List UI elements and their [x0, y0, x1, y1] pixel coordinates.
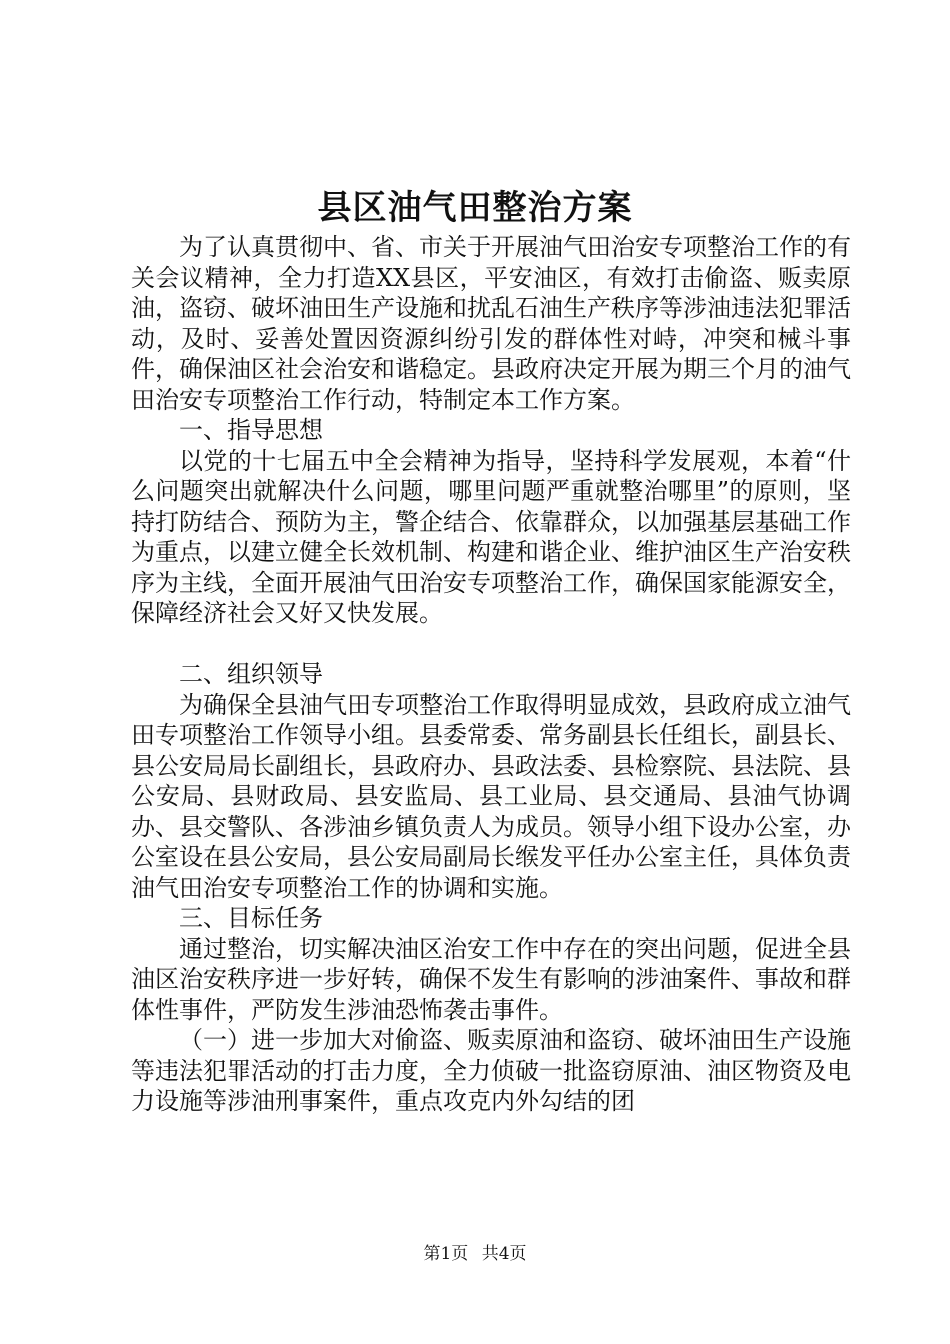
page-footer [0, 1243, 950, 1265]
objectives-paragraph: 通过整治，切实解决油区治安工作中存在的突出问题，促进全县油区治安秩序进一步好转，确保不发生有影响的涉油案件、事故和群体性事件，严防发生涉油恐怖袭击事件。 [131, 934, 851, 1024]
section-heading-guiding-ideology: 一、指导思想 [179, 416, 323, 444]
document-title: 县区油气田整治方案 [317, 188, 633, 228]
objectives-item-1-paragraph: （一）进一步加大对偷盗、贩卖原油和盗窃、破坏油田生产设施等违法犯罪活动的打击力度，全力侦破一批盗窃原油、油区物资及电力设施等涉油刑事案件，重点攻克内外勾结的团 [131, 1026, 851, 1115]
page-total: 共4页 [481, 1244, 527, 1264]
section-heading-organization: 二、组织领导 [179, 660, 323, 688]
guiding-ideology-paragraph: 以党的十七届五中全会精神为指导，坚持科学发展观，本着“什么问题突出就解决什么问题，哪里问题严重就整治哪里”的原则，坚持打防结合、预防为主，警企结合、依靠群众，以加强基层基础工作为重点，以建立健全长效机制、构建和谐企业、维护油区生产治安秩序为主线，全面开展油气田治安专项整治工作，确保国家能源安全，保障经济社会又好又快发展。 [131, 446, 851, 627]
organization-paragraph: 为确保全县油气田专项整治工作取得明显成效，县政府成立油气田专项整治工作领导小组。县委常委、常务副县长任组长，副县长、县公安局局长副组长，县政府办、县政法委、县检察院、县法院、县公安局、县财政局、县安监局、县工业局、县交通局、县油气协调办、县交警队、各涉油乡镇负责人为成员。领导小组下设办公室，办公室设在县公安局，县公安局副局长缑发平任办公室主任，具体负责油气田治安专项整治工作的协调和实施。 [131, 690, 851, 902]
document-body [131, 232, 851, 1117]
intro-paragraph: 为了认真贯彻中、省、市关于开展油气田治安专项整治工作的有关会议精神，全力打造XX县区，平安油区，有效打击偷盗、贩卖原油，盗窃、破坏油田生产设施和扰乱石油生产秩序等涉油违法犯罪活动，及时、妥善处置因资源纠纷引发的群体性对峙，冲突和械斗事件，确保油区社会治安和谐稳定。县政府决定开展为期三个月的油气田治安专项整治工作行动，特制定本工作方案。 [131, 233, 851, 414]
blank-line [131, 629, 851, 660]
section-heading-objectives: 三、目标任务 [179, 904, 323, 932]
page-number: 第1页 [423, 1244, 469, 1264]
